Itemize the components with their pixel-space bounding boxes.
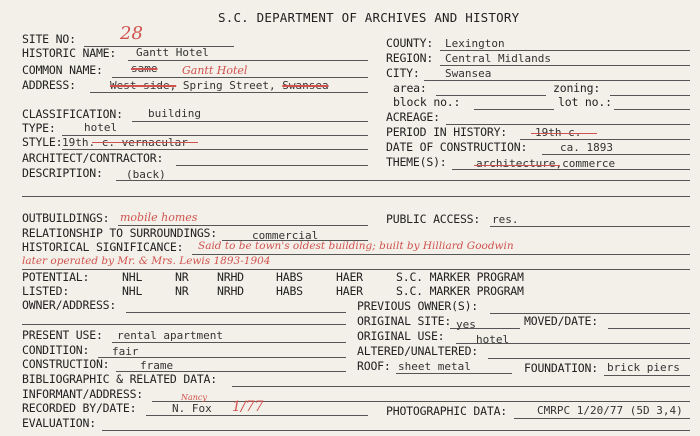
- period-value: 19th c.: [535, 126, 582, 139]
- address-struck-2: Swansea: [282, 79, 329, 92]
- classification-line: [132, 121, 368, 122]
- classification-value: building: [148, 107, 201, 120]
- region-label: REGION:: [386, 51, 434, 65]
- original-site-label: ORIGINAL SITE:: [357, 314, 452, 328]
- themes-label: THEME(S):: [386, 155, 447, 169]
- period-line: [520, 139, 690, 140]
- style-line: [62, 149, 368, 150]
- foundation-label: FOUNDATION:: [524, 361, 598, 375]
- description-line: [116, 180, 690, 181]
- historic-name-line: [128, 60, 368, 61]
- outbuildings-label: OUTBUILDINGS:: [22, 211, 110, 225]
- style-strike-line: [92, 142, 198, 143]
- potential-marker: S.C. MARKER PROGRAM: [396, 270, 524, 284]
- listed-habs: HABS: [276, 284, 303, 298]
- recorded-date: 1/77: [232, 399, 264, 415]
- zoning-line: [610, 95, 690, 96]
- architect-line: [176, 165, 368, 166]
- altered-label: ALTERED/UNALTERED:: [357, 344, 479, 358]
- potential-nrhd: NRHD: [217, 270, 244, 284]
- bibliographic-label: BIBLIOGRAPHIC & RELATED DATA:: [22, 372, 217, 386]
- county-value: Lexington: [445, 37, 505, 50]
- historic-name-value: Gantt Hotel: [136, 46, 209, 59]
- owner-line: [126, 312, 346, 313]
- recorded-value: N. Fox: [172, 402, 212, 415]
- present-use-line: [112, 342, 346, 343]
- county-label: COUNTY:: [386, 36, 434, 50]
- area-label: area:: [393, 81, 427, 95]
- roof-line: [396, 373, 512, 374]
- owner-label: OWNER/ADDRESS:: [22, 298, 117, 312]
- date-of-construction-label: DATE OF CONSTRUCTION:: [386, 140, 528, 154]
- common-name-handwritten: Gantt Hotel: [182, 64, 248, 77]
- altered-line: [488, 358, 690, 359]
- public-access-label: PUBLIC ACCESS:: [386, 212, 481, 226]
- evaluation-line: [102, 430, 690, 431]
- block-label: block no.:: [393, 95, 461, 109]
- style-value: 19th. c. vernacular: [62, 136, 188, 149]
- original-use-value: hotel: [476, 333, 510, 346]
- public-access-value: res.: [492, 213, 519, 226]
- recorded-insert: Nancy: [181, 393, 207, 402]
- region-value: Central Midlands: [445, 52, 551, 65]
- roof-label: ROOF:: [357, 359, 391, 373]
- present-use-label: PRESENT USE:: [22, 328, 103, 342]
- lot-line: [614, 109, 690, 110]
- date-of-construction-line: [542, 154, 690, 155]
- address-line: [90, 92, 368, 93]
- bibliographic-line: [232, 386, 690, 387]
- site-no-value: 28: [120, 23, 143, 44]
- significance-label: HISTORICAL SIGNIFICANCE:: [22, 240, 184, 254]
- description-value: (back): [126, 168, 166, 181]
- architect-label: ARCHITECT/CONTRACTOR:: [22, 151, 164, 165]
- listed-nrhd: NRHD: [217, 284, 244, 298]
- address-street: Spring Street,: [176, 79, 283, 92]
- listed-label: LISTED:: [22, 284, 70, 298]
- foundation-value: brick piers: [607, 361, 680, 374]
- informant-label: INFORMANT/ADDRESS:: [22, 387, 144, 401]
- public-access-line: [490, 226, 690, 227]
- potential-haer: HAER: [336, 270, 363, 284]
- common-name-line: [112, 77, 368, 78]
- foundation-line: [604, 375, 690, 376]
- evaluation-label: EVALUATION:: [22, 416, 96, 430]
- relationship-label: RELATIONSHIP TO SURROUNDINGS:: [22, 226, 217, 240]
- block-line: [474, 109, 554, 110]
- potential-label: POTENTIAL:: [22, 270, 90, 284]
- recorded-label: RECORDED BY/DATE:: [22, 401, 137, 415]
- date-of-construction-value: ca. 1893: [560, 141, 613, 154]
- address-label: ADDRESS:: [22, 78, 76, 92]
- original-use-label: ORIGINAL USE:: [357, 329, 445, 343]
- description-label: DESCRIPTION:: [22, 166, 103, 180]
- owner-line-2: [22, 324, 346, 325]
- present-use-value: rental apartment: [117, 329, 223, 342]
- type-value: hotel: [84, 121, 118, 134]
- city-label: CITY:: [386, 66, 420, 80]
- significance-line-1: Said to be town's oldest building; built by Hilliard Goodwin: [198, 240, 514, 252]
- themes-strike-line: [474, 165, 560, 166]
- potential-habs: HABS: [276, 270, 303, 284]
- description-line-2: [22, 196, 690, 197]
- period-label: PERIOD IN HISTORY:: [386, 125, 508, 139]
- recorded-line: [146, 415, 368, 416]
- zoning-label: zoning:: [553, 81, 601, 95]
- county-line: [440, 50, 690, 51]
- classification-label: CLASSIFICATION:: [22, 107, 123, 121]
- historic-name-label: HISTORIC NAME:: [22, 46, 117, 60]
- potential-nr: NR: [175, 270, 189, 284]
- outbuildings-value: mobile homes: [120, 211, 198, 224]
- construction-value: frame: [140, 359, 174, 372]
- potential-nhl: NHL: [122, 270, 143, 284]
- previous-owners-label: PREVIOUS OWNER(S):: [357, 299, 479, 313]
- city-value: Swansea: [445, 67, 492, 80]
- moved-date-label: MOVED/DATE:: [524, 314, 598, 328]
- construction-label: CONSTRUCTION:: [22, 357, 110, 371]
- style-label: STYLE:: [22, 135, 63, 149]
- themes-value: architecture,commerce: [476, 157, 616, 170]
- card-title: S.C. DEPARTMENT OF ARCHIVES AND HISTORY: [218, 10, 520, 25]
- relationship-value: commercial: [252, 229, 319, 242]
- region-line: [440, 65, 690, 66]
- roof-value: sheet metal: [398, 360, 471, 373]
- listed-nr: NR: [175, 284, 189, 298]
- listed-marker: S.C. MARKER PROGRAM: [396, 284, 524, 298]
- address-value: [110, 79, 329, 92]
- condition-label: CONDITION:: [22, 343, 90, 357]
- original-site-value: yes: [456, 318, 476, 331]
- lot-label: lot no.:: [558, 95, 612, 109]
- significance-line-2: later operated by Mr. & Mrs. Lewis 1893-1904: [22, 255, 271, 267]
- photographic-line: [514, 418, 690, 419]
- listed-haer: HAER: [336, 284, 363, 298]
- moved-date-line: [608, 328, 690, 329]
- listed-nhl: NHL: [122, 284, 143, 298]
- photographic-value: CMRPC 1/20/77 (5D 3,4): [537, 404, 683, 417]
- period-strike-line: [531, 133, 597, 134]
- site-no-label: SITE NO:: [22, 32, 76, 46]
- type-label: TYPE:: [22, 121, 56, 135]
- photographic-label: PHOTOGRAPHIC DATA:: [386, 404, 508, 418]
- common-name-value: same: [131, 62, 158, 75]
- address-struck-1: West side,: [110, 79, 177, 92]
- common-name-label: COMMON NAME:: [22, 63, 103, 77]
- condition-value: fair: [112, 345, 139, 358]
- acreage-label: ACREAGE:: [386, 110, 440, 124]
